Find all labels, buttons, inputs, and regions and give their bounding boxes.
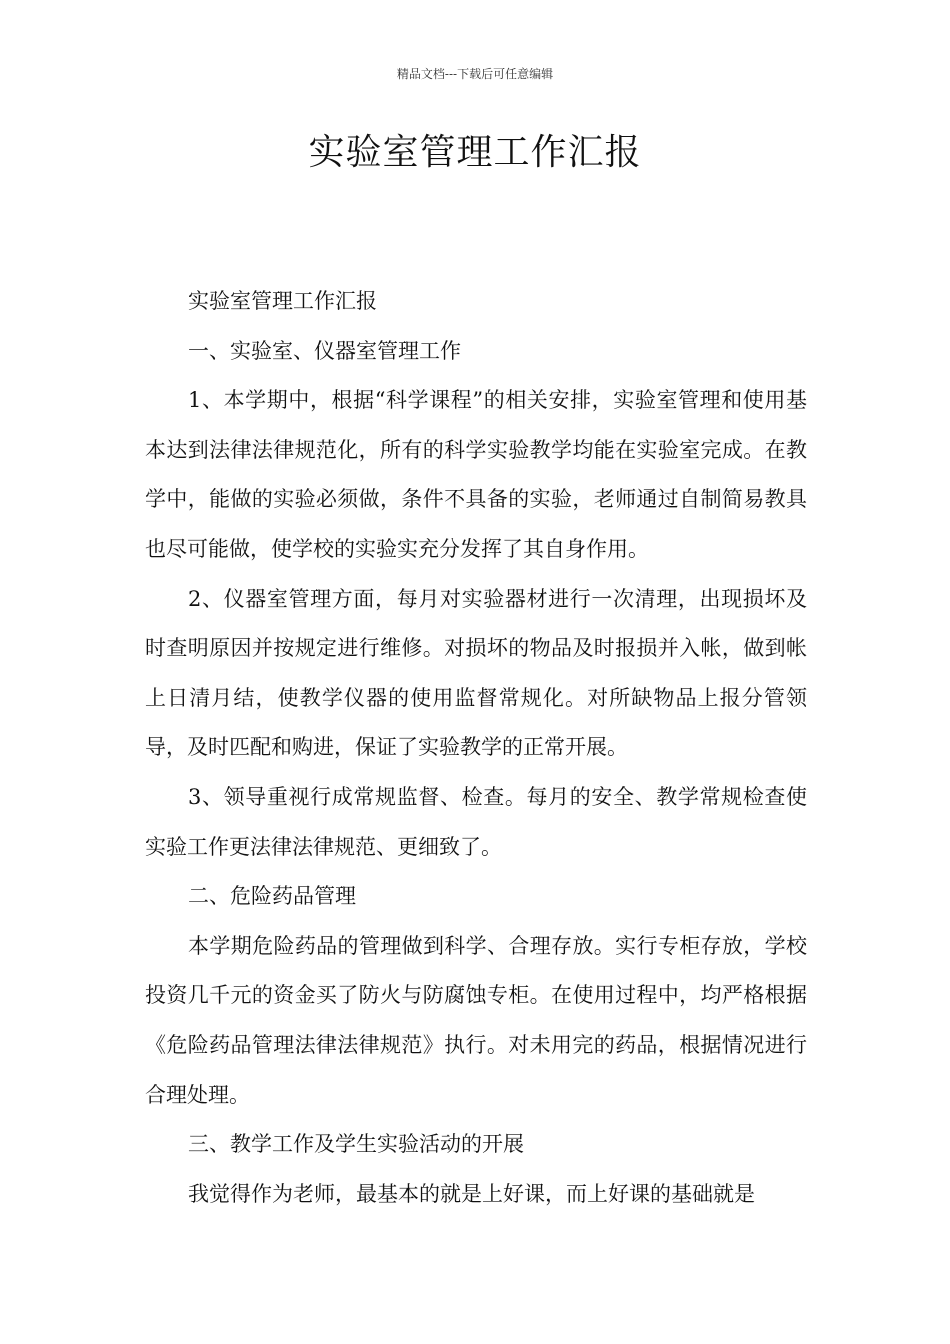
paragraph-item-1: 1、本学期中，根据“科学课程”的相关安排，实验室管理和使用基本达到法律法律规范化，所有的科学实验教学均能在实验室完成。在教学中，能做的实验必须做，条件不具备的实验，老师通过自制简易教具也尽可能做，使学校的实验实充分发挥了其自身作用。 — [145, 388, 807, 561]
paragraph-subtitle: 实验室管理工作汇报 — [188, 289, 378, 313]
page-header: 精品文档---下载后可任意编辑 — [396, 67, 554, 81]
paragraph-item-2: 2、仪器室管理方面，每月对实验器材进行一次清理，出现损坏及时查明原因并按规定进行维修。对损坏的物品及时报损并入帐，做到帐上日清月结，使教学仪器的使用监督常规化。对所缺物品上报分管领导，及时匹配和购进，保证了实验教学的正常开展。 — [145, 586, 807, 760]
section-heading-hazardous-chemicals: 二、危险药品管理 — [188, 884, 357, 909]
paragraph-item-3: 3、领导重视行成常规监督、检查。每月的安全、教学常规检查使实验工作更法律法律规范、更细致了。 — [145, 784, 807, 859]
document-title: 实验室管理工作汇报 — [308, 132, 642, 173]
paragraph-teaching-work: 我觉得作为老师，最基本的就是上好课，而上好课的基础就是 — [188, 1181, 756, 1206]
section-heading-lab-management: 一、实验室、仪器室管理工作 — [188, 338, 462, 363]
section-heading-teaching-work: 三、教学工作及学生实验活动的开展 — [188, 1132, 525, 1157]
paragraph-hazardous-chemicals: 本学期危险药品的管理做到科学、合理存放。实行专柜存放，学校投资几千元的资金买了防火与防腐蚀专柜。在使用过程中，均严格根据《危险药品管理法律法律规范》执行。对未用完的药品，根据情况进行合理处理。 — [145, 933, 807, 1107]
document-body — [145, 277, 807, 1219]
